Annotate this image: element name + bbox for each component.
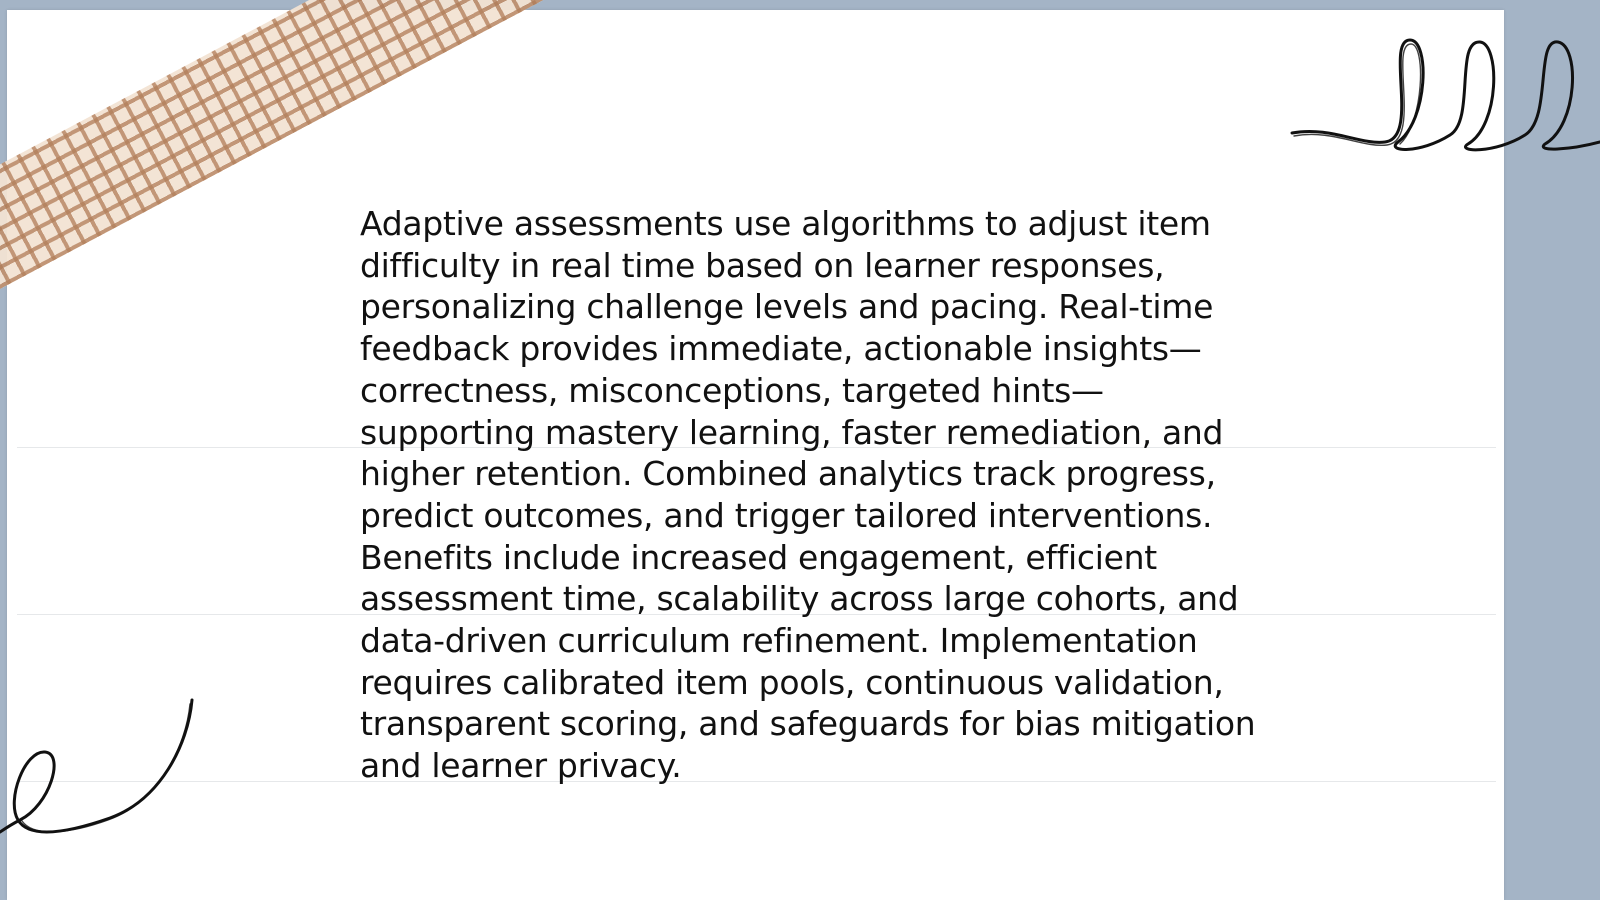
- body-paragraph: Adaptive assessments use algorithms to adjust item difficulty in real time based on learner responses, personalizing challenge levels and pacing. Real-time feedback provides immediate, actionable insights—correctness, misconceptions, targeted hints—supporting mastery learning, faster remediation, and higher retention. Combined analytics track progress, predict outcomes, and trigger tailored interventions. Benefits include increased engagement, efficient assessment time, scalability across large cohorts, and data-driven curriculum refinement. Implementation requires calibrated item pools, continuous validation, transparent scoring, and safeguards for bias mitigation and learner privacy.: [360, 204, 1256, 786]
- loop-squiggle-icon: [1290, 30, 1600, 170]
- swoosh-squiggle-icon: [0, 690, 200, 850]
